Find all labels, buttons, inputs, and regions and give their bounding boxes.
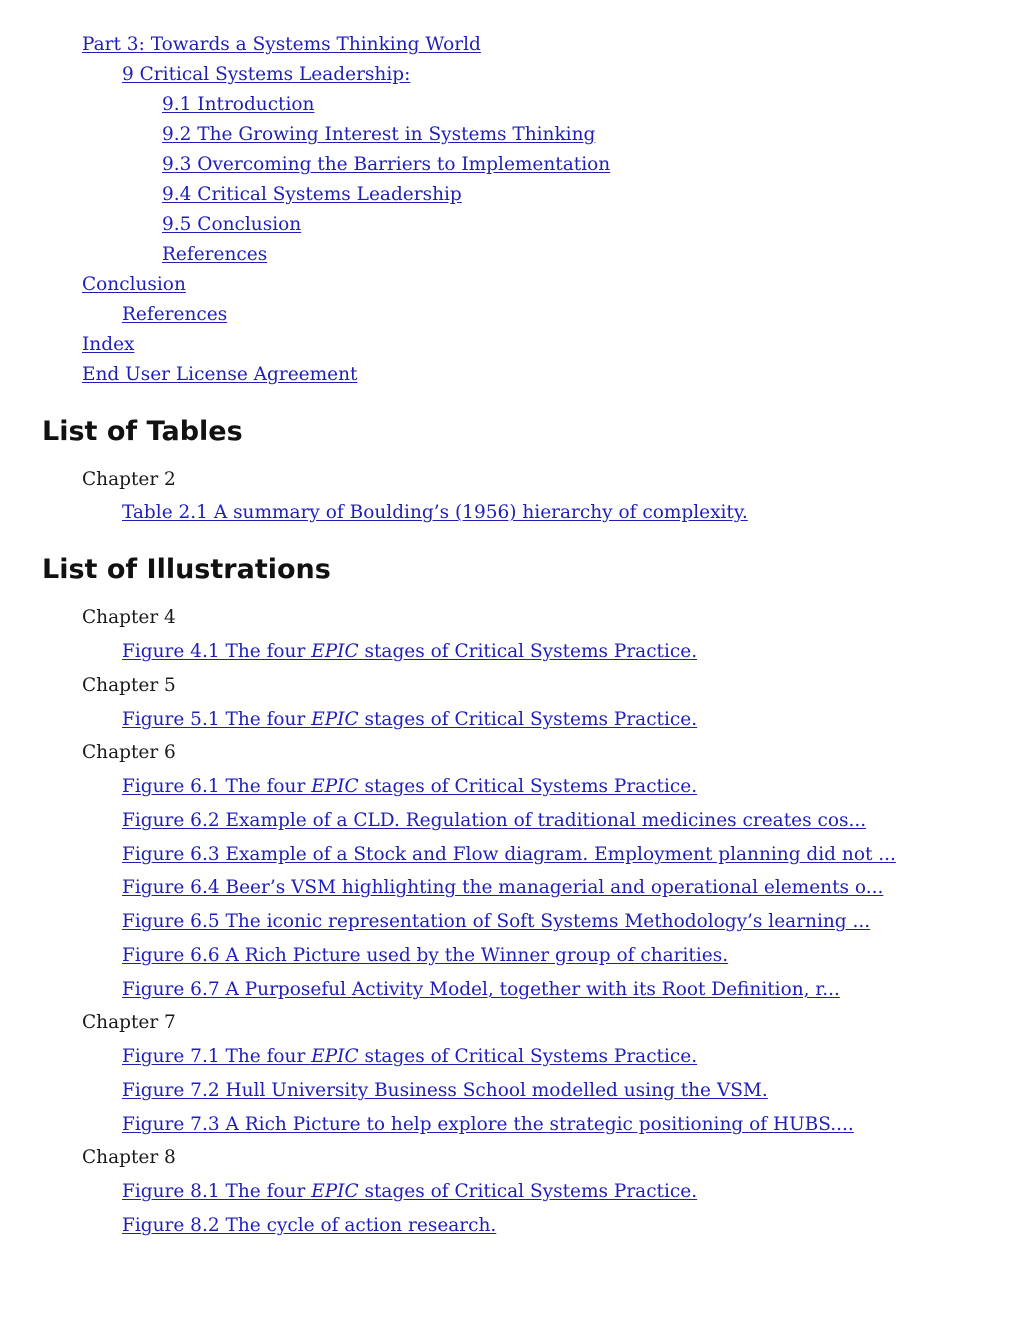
toc-link-ch9-4[interactable]: 9.4 Critical Systems Leadership [162, 184, 462, 205]
figure-link-6-6[interactable]: Figure 6.6 A Rich Picture used by the Winner group of charities. [122, 945, 729, 966]
toc-entry-ch9-2 [162, 124, 595, 146]
figure-link-7-2[interactable]: Figure 7.2 Hull University Business School modelled using the VSM. [122, 1080, 768, 1101]
figure-5-1-text-post: stages of Critical Systems Practice. [358, 709, 698, 730]
figure-link-6-4[interactable]: Figure 6.4 Beer’s VSM highlighting the managerial and operational elements o... [122, 877, 884, 898]
figure-link-6-5[interactable]: Figure 6.5 The iconic representation of Soft Systems Methodology’s learning ... [122, 911, 871, 932]
toc-entry-index [82, 334, 134, 356]
figure-7-1-text-em: EPIC [311, 1046, 359, 1067]
figure-6-1-text-em: EPIC [311, 776, 359, 797]
figure-entry-4-1 [122, 641, 697, 663]
table-link-2-1[interactable]: Table 2.1 A summary of Boulding’s (1956) hierarchy of complexity. [122, 502, 748, 523]
figure-8-1-text-em: EPIC [311, 1181, 359, 1202]
figure-entry-7-2 [122, 1080, 768, 1102]
toc-link-index[interactable]: Index [82, 334, 135, 355]
toc-entry-ch9-1 [162, 94, 314, 116]
figure-entry-7-3 [122, 1114, 854, 1136]
figure-7-1-text-post: stages of Critical Systems Practice. [358, 1046, 698, 1067]
figure-link-6-7[interactable]: Figure 6.7 A Purposeful Activity Model, together with its Root Definition, r... [122, 979, 840, 1000]
figure-entry-8-2 [122, 1215, 496, 1237]
illustrations-chapter5-label: Chapter 5 [82, 675, 176, 696]
toc-link-ch9-2[interactable]: 9.2 The Growing Interest in Systems Thinking [162, 124, 596, 145]
figure-link-6-3[interactable]: Figure 6.3 Example of a Stock and Flow diagram. Employment planning did not ... [122, 844, 896, 865]
toc-entry-ch9-5 [162, 214, 301, 236]
toc-link-conclusion[interactable]: Conclusion [82, 274, 186, 295]
figure-link-6-1[interactable] [122, 776, 697, 797]
figure-entry-6-2 [122, 810, 866, 832]
toc-link-ch9[interactable]: 9 Critical Systems Leadership: [122, 64, 411, 85]
figure-6-1-text-pre: Figure 6.1 The four [122, 776, 312, 797]
figure-entry-6-7 [122, 979, 840, 1001]
figure-entry-6-6 [122, 945, 728, 967]
figure-entry-6-5 [122, 911, 870, 933]
figure-link-7-3[interactable]: Figure 7.3 A Rich Picture to help explore the strategic positioning of HUBS.... [122, 1114, 854, 1135]
figure-entry-6-3 [122, 844, 896, 866]
figure-4-1-text-em: EPIC [311, 641, 359, 662]
tables-chapter2-label: Chapter 2 [82, 469, 176, 490]
list-of-tables-heading: List of Tables [42, 416, 243, 447]
figure-link-7-1[interactable] [122, 1046, 697, 1067]
figure-4-1-text-post: stages of Critical Systems Practice. [358, 641, 698, 662]
figure-entry-5-1 [122, 709, 697, 731]
figure-entry-6-1 [122, 776, 697, 798]
figure-entry-8-1 [122, 1181, 697, 1203]
figure-7-1-text-pre: Figure 7.1 The four [122, 1046, 312, 1067]
toc-link-eula[interactable]: End User License Agreement [82, 364, 358, 385]
table-entry-2-1 [122, 502, 748, 524]
list-of-illustrations-heading: List of Illustrations [42, 554, 331, 585]
toc-entry-ch9-references [162, 244, 267, 266]
figure-link-6-2[interactable]: Figure 6.2 Example of a CLD. Regulation of traditional medicines creates cos... [122, 810, 867, 831]
figure-6-1-text-post: stages of Critical Systems Practice. [358, 776, 698, 797]
toc-link-part3[interactable]: Part 3: Towards a Systems Thinking World [82, 34, 481, 55]
toc-entry-part3 [82, 34, 481, 56]
figure-link-5-1[interactable] [122, 709, 697, 730]
figure-4-1-text-pre: Figure 4.1 The four [122, 641, 312, 662]
figure-5-1-text-pre: Figure 5.1 The four [122, 709, 312, 730]
figure-link-8-2[interactable]: Figure 8.2 The cycle of action research. [122, 1215, 497, 1236]
toc-link-ch9-3[interactable]: 9.3 Overcoming the Barriers to Implementation [162, 154, 611, 175]
figure-8-1-text-pre: Figure 8.1 The four [122, 1181, 312, 1202]
toc-entry-ch9-4 [162, 184, 462, 206]
toc-link-ch9-1[interactable]: 9.1 Introduction [162, 94, 315, 115]
toc-entry-ch9-3 [162, 154, 610, 176]
figure-link-8-1[interactable] [122, 1181, 697, 1202]
toc-entry-ch9 [122, 64, 410, 86]
toc-link-ch9-references[interactable]: References [162, 244, 268, 265]
illustrations-chapter8-label: Chapter 8 [82, 1147, 176, 1168]
toc-link-ch9-5[interactable]: 9.5 Conclusion [162, 214, 302, 235]
figure-8-1-text-post: stages of Critical Systems Practice. [358, 1181, 698, 1202]
figure-link-4-1[interactable] [122, 641, 697, 662]
toc-link-conclusion-references[interactable]: References [122, 304, 228, 325]
figure-entry-7-1 [122, 1046, 697, 1068]
toc-entry-conclusion [82, 274, 186, 296]
figure-5-1-text-em: EPIC [311, 709, 359, 730]
toc-entry-conclusion-references [122, 304, 227, 326]
illustrations-chapter4-label: Chapter 4 [82, 607, 176, 628]
illustrations-chapter7-label: Chapter 7 [82, 1012, 176, 1033]
figure-entry-6-4 [122, 877, 883, 899]
toc-entry-eula [82, 364, 357, 386]
illustrations-chapter6-label: Chapter 6 [82, 742, 176, 763]
